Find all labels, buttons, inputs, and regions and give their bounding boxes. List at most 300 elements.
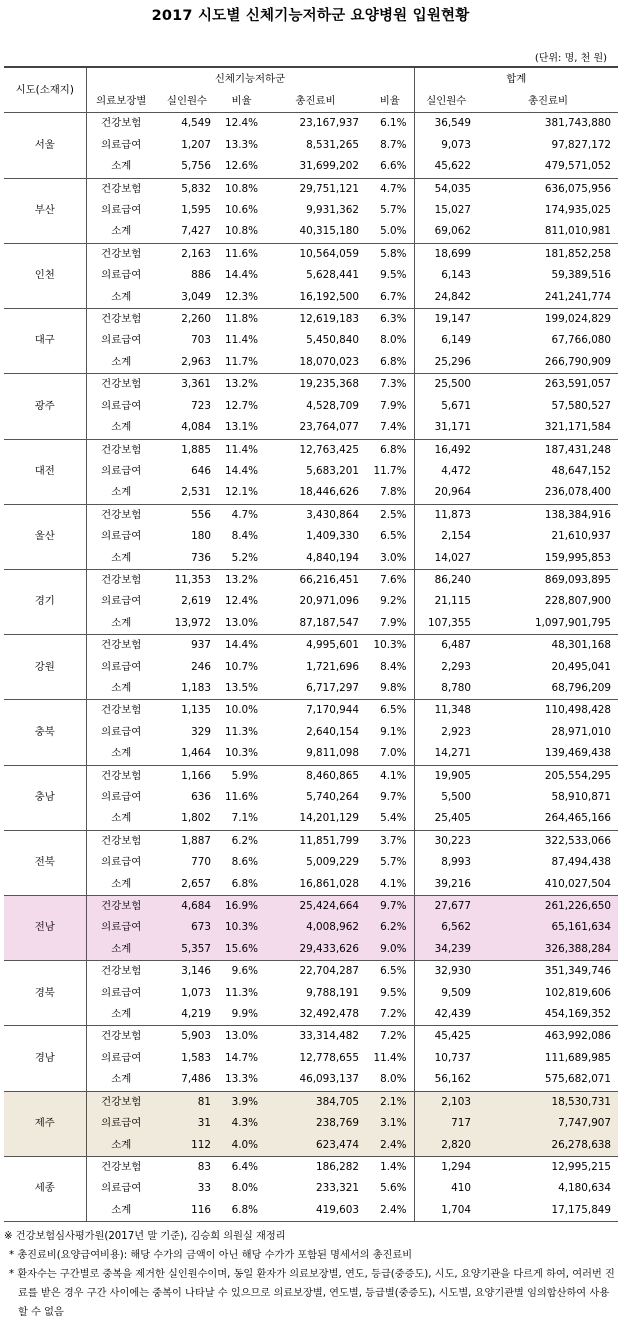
patients-cell: 2,657 (156, 874, 218, 896)
header-group-physical-decline: 신체기능저하군 (86, 67, 414, 91)
header-total-cost: 총진료비 (478, 91, 618, 113)
region-name: 인천 (4, 243, 86, 308)
cost-definition-note: * 총진료비(요양급여비용): 해당 수가의 금액이 아닌 해당 수가가 포함된 명세서의 총진료비 (9, 1250, 413, 1261)
table-row (4, 178, 618, 200)
region-name: 제주 (4, 1091, 86, 1156)
total-cost-cell: 241,241,774 (478, 287, 618, 309)
total-patients-cell: 25,296 (414, 352, 478, 374)
total-cost-cell: 236,078,400 (478, 482, 618, 504)
ratio-patients-cell: 13.0% (218, 613, 265, 635)
total-cost-cell: 102,819,606 (544, 986, 612, 999)
medical-cost-cell: 31,699,202 (265, 156, 366, 178)
total-patients-cell: 5,671 (414, 396, 478, 417)
ratio-patients-cell: 10.3% (218, 743, 265, 765)
patient-count-note: * 환자수는 구간별로 중복을 제거한 실인원수이며, 동일 환자가 의료보장별, 연도, 등급(중증도), 시도, 요양기관을 다르게 하여, 여러번 진료를 받은 경우 구간 사이에는 중복이 나타날 수 있으므로 의료보장별, 연도별, 등급별(중증도), 시도별, 요양기관별 임의합산하여 사용할 수 없음 (9, 1269, 615, 1318)
header-ratio-patients: 비율 (218, 91, 265, 113)
medical-cost-cell: 25,424,664 (265, 896, 366, 918)
table-row (4, 461, 618, 482)
total-cost-cell: 20,495,041 (551, 660, 612, 673)
medical-cost-cell: 384,705 (265, 1091, 366, 1113)
medical-cost-cell: 7,170,944 (306, 704, 359, 717)
ratio-patients-cell: 9.6% (231, 965, 258, 978)
patients-cell: 673 (156, 917, 218, 938)
footnotes (4, 1227, 616, 1322)
table-row (4, 156, 618, 178)
medical-cost-cell: 11,851,799 (299, 834, 359, 847)
table-row (4, 678, 618, 700)
insurance-type-cell: 건강보험 (101, 182, 142, 195)
insurance-type-cell: 소계 (86, 548, 156, 570)
ratio-patients-cell: 13.2% (224, 573, 258, 586)
region-name: 대구 (4, 309, 86, 374)
table-row (4, 765, 618, 787)
insurance-type-cell: 의료급여 (101, 138, 142, 151)
total-patients-cell: 8,993 (414, 852, 478, 873)
ratio-patients-cell: 16.9% (218, 896, 265, 918)
medical-cost-cell: 40,315,180 (265, 221, 366, 243)
ratio-patients-cell: 11.3% (224, 725, 258, 738)
table-row (4, 287, 618, 309)
region-name: 경남 (4, 1026, 86, 1091)
total-cost-cell: 28,971,010 (551, 725, 612, 738)
insurance-type-cell: 의료급여 (101, 986, 142, 999)
total-patients-cell: 42,439 (414, 1004, 478, 1026)
patients-cell: 1,464 (156, 743, 218, 765)
medical-cost-cell: 9,788,191 (306, 986, 359, 999)
table-row (4, 700, 618, 722)
medical-cost-cell: 5,628,441 (306, 269, 359, 282)
insurance-type-cell: 건강보험 (86, 1091, 156, 1113)
ratio-patients-cell: 12.4% (224, 595, 258, 608)
medical-cost-cell: 87,187,547 (265, 613, 366, 635)
ratio-patients-cell: 15.6% (218, 939, 265, 961)
region-name: 부산 (4, 178, 86, 243)
patients-cell: 4,219 (156, 1004, 218, 1026)
ratio-patients-cell: 10.6% (224, 204, 258, 217)
total-patients-cell: 9,509 (414, 983, 478, 1004)
ratio-cost-cell: 11.4% (373, 1051, 407, 1064)
total-patients-cell: 34,239 (414, 939, 478, 961)
total-patients-cell: 19,147 (414, 309, 478, 331)
patients-cell: 3,361 (181, 378, 211, 391)
total-cost-cell: 454,169,352 (478, 1004, 618, 1026)
table-row (4, 439, 618, 461)
table-row (4, 1156, 618, 1178)
patients-cell: 1,183 (156, 678, 218, 700)
ratio-cost-cell: 9.5% (380, 269, 407, 282)
ratio-cost-cell: 5.8% (380, 247, 407, 260)
total-patients-cell: 2,923 (414, 722, 478, 743)
medical-cost-cell: 16,861,028 (265, 874, 366, 896)
total-patients-cell: 11,348 (414, 700, 478, 722)
patients-cell: 556 (191, 508, 211, 521)
total-cost-cell: 48,647,152 (551, 464, 612, 477)
insurance-type-cell: 소계 (86, 874, 156, 896)
table-row (4, 417, 618, 439)
medical-cost-cell: 5,740,264 (306, 791, 359, 803)
ratio-cost-cell: 6.2% (366, 917, 414, 938)
table-row (4, 265, 618, 286)
patients-cell: 646 (191, 464, 211, 477)
ratio-patients-cell: 11.4% (224, 443, 258, 456)
insurance-type-cell: 의료급여 (86, 1113, 156, 1134)
medical-cost-cell: 20,971,096 (299, 595, 359, 608)
total-cost-cell: 811,010,981 (478, 221, 618, 243)
ratio-cost-cell: 10.3% (373, 639, 407, 652)
ratio-cost-cell: 6.7% (366, 287, 414, 309)
ratio-patients-cell: 14.4% (224, 464, 258, 477)
medical-cost-cell: 4,528,709 (306, 399, 359, 412)
insurance-type-cell: 의료급여 (101, 269, 142, 282)
ratio-cost-cell: 7.2% (366, 1004, 414, 1026)
total-cost-cell: 381,743,880 (544, 117, 612, 130)
patients-cell: 13,972 (156, 613, 218, 635)
ratio-cost-cell: 4.7% (380, 182, 407, 195)
total-patients-cell: 30,223 (414, 830, 478, 852)
medical-cost-cell: 32,492,478 (265, 1004, 366, 1026)
total-patients-cell: 39,216 (414, 874, 478, 896)
table-row (4, 961, 618, 983)
total-patients-cell: 107,355 (414, 613, 478, 635)
patients-cell: 11,353 (174, 573, 211, 586)
patients-cell: 886 (191, 269, 211, 282)
ratio-cost-cell: 11.7% (373, 464, 407, 477)
total-patients-cell: 86,240 (414, 569, 478, 591)
patients-cell: 736 (156, 548, 218, 570)
ratio-patients-cell: 12.3% (218, 287, 265, 309)
medical-cost-cell: 233,321 (316, 1182, 359, 1195)
medical-cost-cell: 16,192,500 (265, 287, 366, 309)
source-note: ※ 건강보험심사평가원(2017년 말 기준), 김승희 의원실 재정리 (4, 1231, 286, 1242)
insurance-type-cell: 건강보험 (101, 965, 142, 978)
total-patients-cell: 14,271 (414, 743, 478, 765)
insurance-type-cell: 건강보험 (101, 247, 142, 260)
ratio-patients-cell: 13.0% (224, 1030, 258, 1043)
medical-cost-cell: 46,093,137 (265, 1069, 366, 1091)
total-patients-cell: 1,294 (414, 1156, 478, 1178)
total-cost-cell: 110,498,428 (544, 704, 612, 717)
insurance-type-cell: 소계 (86, 808, 156, 830)
header-medical-cost: 총진료비 (265, 91, 366, 113)
table-row (4, 743, 618, 765)
table-row (4, 657, 618, 678)
ratio-cost-cell: 5.7% (380, 856, 407, 869)
ratio-cost-cell: 2.5% (380, 508, 407, 521)
region-name: 충남 (4, 765, 86, 830)
ratio-cost-cell: 6.3% (380, 313, 407, 326)
ratio-cost-cell: 6.5% (380, 965, 407, 978)
ratio-cost-cell: 6.8% (366, 352, 414, 374)
total-cost-cell: 59,389,516 (551, 269, 612, 282)
patients-cell: 81 (156, 1091, 218, 1113)
medical-cost-cell: 623,474 (265, 1135, 366, 1157)
total-cost-cell: 68,796,209 (478, 678, 618, 700)
medical-cost-cell: 9,811,098 (265, 743, 366, 765)
ratio-patients-cell: 5.2% (218, 548, 265, 570)
total-cost-cell: 181,852,258 (544, 247, 612, 260)
total-patients-cell: 25,500 (414, 374, 478, 396)
insurance-type-cell: 소계 (86, 352, 156, 374)
table-row (4, 330, 618, 351)
ratio-cost-cell: 7.2% (380, 1030, 407, 1043)
patients-cell: 246 (191, 660, 211, 673)
total-patients-cell: 19,905 (414, 765, 478, 787)
medical-cost-cell: 4,995,601 (306, 639, 359, 652)
medical-cost-cell: 18,446,626 (265, 482, 366, 504)
medical-cost-cell: 29,751,121 (299, 182, 359, 195)
total-cost-cell: 263,591,057 (544, 378, 612, 391)
insurance-type-cell: 소계 (86, 482, 156, 504)
ratio-patients-cell: 11.6% (224, 247, 258, 260)
total-patients-cell: 56,162 (414, 1069, 478, 1091)
total-patients-cell: 717 (414, 1113, 478, 1134)
ratio-cost-cell: 3.1% (366, 1113, 414, 1134)
insurance-type-cell: 건강보험 (101, 769, 142, 782)
ratio-cost-cell: 2.1% (366, 1091, 414, 1113)
total-cost-cell: 87,494,438 (551, 856, 612, 869)
ratio-patients-cell: 8.6% (231, 856, 258, 869)
ratio-patients-cell: 10.8% (218, 221, 265, 243)
total-patients-cell: 1,704 (414, 1200, 478, 1222)
ratio-cost-cell: 9.7% (380, 791, 407, 803)
medical-cost-cell: 29,433,626 (265, 939, 366, 961)
patients-cell: 1,135 (181, 704, 211, 717)
total-patients-cell: 69,062 (414, 221, 478, 243)
patients-cell: 2,260 (181, 313, 211, 326)
ratio-patients-cell: 11.3% (224, 986, 258, 999)
ratio-cost-cell: 6.6% (366, 156, 414, 178)
patients-cell: 1,583 (181, 1051, 211, 1064)
ratio-patients-cell: 6.2% (231, 834, 258, 847)
insurance-type-cell: 의료급여 (101, 334, 142, 347)
total-patients-cell: 20,964 (414, 482, 478, 504)
ratio-cost-cell: 9.1% (380, 725, 407, 738)
total-cost-cell: 351,349,746 (544, 965, 612, 978)
region-name: 서울 (4, 113, 86, 178)
insurance-type-cell: 건강보험 (101, 378, 142, 391)
patients-cell: 5,832 (181, 182, 211, 195)
patients-cell: 1,802 (156, 808, 218, 830)
ratio-cost-cell: 5.4% (366, 808, 414, 830)
insurance-type-cell: 건강보험 (101, 117, 142, 130)
medical-cost-cell: 12,763,425 (299, 443, 359, 456)
insurance-type-cell: 소계 (86, 678, 156, 700)
total-patients-cell: 4,472 (414, 461, 478, 482)
ratio-patients-cell: 13.3% (224, 138, 258, 151)
table-row (4, 983, 618, 1004)
table-row (4, 548, 618, 570)
ratio-patients-cell: 7.1% (218, 808, 265, 830)
total-cost-cell: 12,995,215 (551, 1160, 612, 1173)
total-cost-cell: 58,910,871 (551, 791, 612, 803)
total-cost-cell: 67,766,080 (551, 334, 612, 347)
patients-cell: 4,549 (181, 117, 211, 130)
ratio-patients-cell: 12.7% (224, 399, 258, 412)
ratio-patients-cell: 11.7% (218, 352, 265, 374)
table-row (4, 591, 618, 612)
ratio-patients-cell: 13.1% (218, 417, 265, 439)
total-patients-cell: 54,035 (414, 178, 478, 200)
table-row (4, 722, 618, 743)
table-row (4, 569, 618, 591)
unit-label: (단위: 명, 천 원) (534, 53, 607, 64)
medical-cost-cell: 5,450,840 (306, 334, 359, 347)
table-row (4, 526, 618, 547)
total-cost-cell: 199,024,829 (544, 313, 612, 326)
patients-cell: 1,885 (181, 443, 211, 456)
table-row (4, 1091, 618, 1113)
patients-cell: 7,486 (156, 1069, 218, 1091)
insurance-type-cell: 건강보험 (101, 1160, 142, 1173)
ratio-cost-cell: 9.7% (366, 896, 414, 918)
ratio-patients-cell: 8.4% (231, 530, 258, 543)
insurance-type-cell: 건강보험 (101, 443, 142, 456)
total-cost-cell: 21,610,937 (551, 530, 612, 543)
insurance-type-cell: 건강보험 (101, 313, 142, 326)
patients-cell: 1,207 (181, 138, 211, 151)
patients-cell: 5,903 (181, 1030, 211, 1043)
total-patients-cell: 9,073 (414, 135, 478, 156)
ratio-cost-cell: 4.1% (380, 769, 407, 782)
insurance-type-cell: 소계 (86, 417, 156, 439)
region-name: 광주 (4, 374, 86, 439)
insurance-type-cell: 건강보험 (86, 896, 156, 918)
ratio-patients-cell: 12.6% (218, 156, 265, 178)
ratio-patients-cell: 14.7% (224, 1051, 258, 1064)
insurance-type-cell: 소계 (86, 1069, 156, 1091)
medical-cost-cell: 4,840,194 (265, 548, 366, 570)
patients-cell: 2,531 (156, 482, 218, 504)
total-patients-cell: 25,405 (414, 808, 478, 830)
total-patients-cell: 31,171 (414, 417, 478, 439)
table-row (4, 309, 618, 331)
ratio-cost-cell: 3.0% (366, 548, 414, 570)
medical-cost-cell: 2,640,154 (306, 725, 359, 738)
total-patients-cell: 8,780 (414, 678, 478, 700)
table-row (4, 808, 618, 830)
table-row (4, 787, 618, 808)
total-cost-cell: 463,992,086 (544, 1030, 612, 1043)
total-cost-cell: 65,161,634 (478, 917, 618, 938)
header-insurance-type: 의료보장별 (86, 91, 156, 113)
region-name: 경북 (4, 961, 86, 1026)
patients-cell: 7,427 (156, 221, 218, 243)
insurance-type-cell: 소계 (86, 613, 156, 635)
total-patients-cell: 2,820 (414, 1135, 478, 1157)
total-cost-cell: 326,388,284 (478, 939, 618, 961)
total-patients-cell: 32,930 (414, 961, 478, 983)
region-name: 전북 (4, 830, 86, 895)
table-row (4, 482, 618, 504)
patients-cell: 723 (191, 399, 211, 412)
total-cost-cell: 174,935,025 (544, 204, 612, 217)
ratio-cost-cell: 6.1% (380, 117, 407, 130)
ratio-patients-cell: 10.7% (224, 660, 258, 673)
ratio-cost-cell: 5.0% (366, 221, 414, 243)
ratio-patients-cell: 13.2% (224, 378, 258, 391)
medical-cost-cell: 23,167,937 (299, 117, 359, 130)
insurance-type-cell: 의료급여 (101, 1182, 142, 1195)
table-row (4, 635, 618, 657)
patients-cell: 1,887 (181, 834, 211, 847)
patients-cell: 116 (156, 1200, 218, 1222)
total-patients-cell: 27,677 (414, 896, 478, 918)
ratio-patients-cell: 11.8% (224, 313, 258, 326)
ratio-cost-cell: 7.6% (380, 573, 407, 586)
patients-cell: 636 (191, 791, 211, 803)
patients-cell: 1,595 (181, 204, 211, 217)
table-row (4, 135, 618, 156)
ratio-cost-cell: 6.5% (380, 704, 407, 717)
table-row (4, 830, 618, 852)
ratio-patients-cell: 13.3% (218, 1069, 265, 1091)
medical-cost-cell: 18,070,023 (265, 352, 366, 374)
patients-cell: 770 (191, 856, 211, 869)
total-patients-cell: 6,143 (414, 265, 478, 286)
total-patients-cell: 45,425 (414, 1026, 478, 1048)
insurance-type-cell: 소계 (86, 156, 156, 178)
total-cost-cell: 264,465,166 (478, 808, 618, 830)
medical-cost-cell: 4,008,962 (265, 917, 366, 938)
total-patients-cell: 45,622 (414, 156, 478, 178)
region-name: 충북 (4, 700, 86, 765)
patients-cell: 2,619 (181, 595, 211, 608)
total-cost-cell: 636,075,956 (544, 182, 612, 195)
table-row (4, 939, 618, 961)
patients-cell: 1,073 (181, 986, 211, 999)
medical-cost-cell: 8,531,265 (306, 138, 359, 151)
medical-cost-cell: 5,683,201 (306, 464, 359, 477)
table-row (4, 917, 618, 938)
patients-cell: 937 (191, 639, 211, 652)
total-cost-cell: 575,682,071 (478, 1069, 618, 1091)
insurance-type-cell: 소계 (86, 1135, 156, 1157)
total-cost-cell: 18,530,731 (478, 1091, 618, 1113)
table-row (4, 1048, 618, 1069)
medical-cost-cell: 9,931,362 (306, 204, 359, 217)
medical-cost-cell: 5,009,229 (306, 856, 359, 869)
medical-cost-cell: 66,216,451 (299, 573, 359, 586)
patients-cell: 1,166 (181, 769, 211, 782)
patients-cell: 4,684 (156, 896, 218, 918)
table-row (4, 1200, 618, 1222)
ratio-patients-cell: 5.9% (231, 769, 258, 782)
total-cost-cell: 261,226,650 (478, 896, 618, 918)
total-cost-cell: 266,790,909 (478, 352, 618, 374)
total-cost-cell: 138,384,916 (544, 508, 612, 521)
header-patients: 실인원수 (156, 91, 218, 113)
table-row (4, 1004, 618, 1026)
region-name: 울산 (4, 504, 86, 569)
ratio-cost-cell: 2.4% (366, 1135, 414, 1157)
total-patients-cell: 5,500 (414, 787, 478, 808)
medical-cost-cell: 1,409,330 (306, 530, 359, 543)
table-row (4, 1026, 618, 1048)
table-row (4, 243, 618, 265)
total-patients-cell: 36,549 (414, 113, 478, 135)
ratio-patients-cell: 10.8% (224, 182, 258, 195)
patients-cell: 329 (191, 725, 211, 738)
ratio-cost-cell: 8.7% (380, 138, 407, 151)
total-patients-cell: 6,562 (414, 917, 478, 938)
total-patients-cell: 6,487 (414, 635, 478, 657)
region-name: 세종 (4, 1156, 86, 1221)
medical-cost-cell: 419,603 (265, 1200, 366, 1222)
ratio-cost-cell: 8.0% (366, 1069, 414, 1091)
region-name: 경기 (4, 569, 86, 634)
ratio-patients-cell: 6.8% (218, 1200, 265, 1222)
ratio-cost-cell: 8.4% (380, 660, 407, 673)
